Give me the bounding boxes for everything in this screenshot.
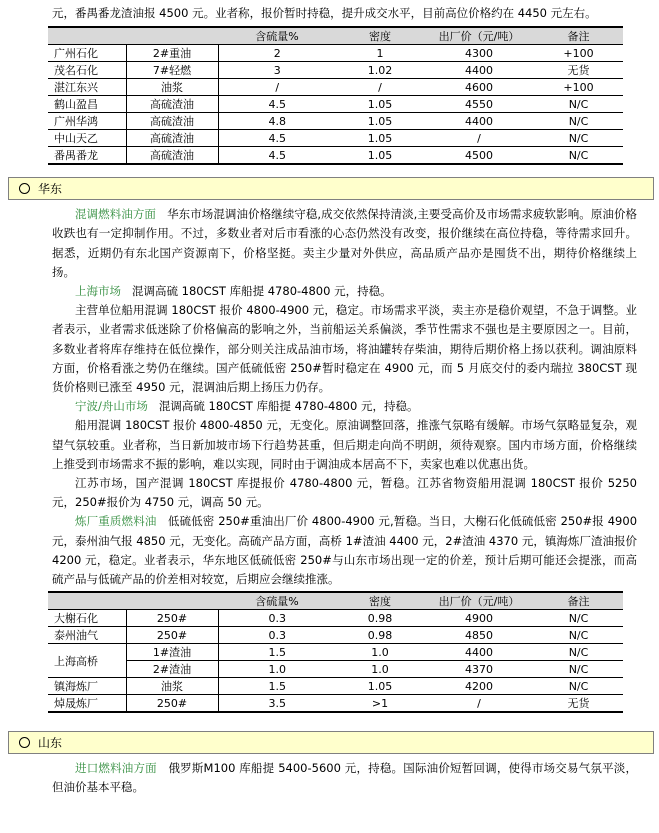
table-cell: N/C (534, 147, 623, 165)
refinery-label: 炼厂重质燃料油 (75, 514, 157, 529)
east-blended-paragraph (52, 205, 637, 282)
table-cell: 1#渣油 (126, 644, 218, 661)
header-cell: 密度 (336, 27, 424, 45)
table-cell: 0.3 (218, 627, 336, 644)
table-cell: 4850 (424, 627, 534, 644)
table-cell: N/C (534, 678, 623, 695)
company-name-cell: 泰州油气 (48, 627, 126, 644)
header-cell: 备注 (534, 27, 623, 45)
table-cell: 4370 (424, 661, 534, 678)
table-row (48, 130, 623, 147)
table-row (48, 644, 623, 661)
table-cell: / (336, 79, 424, 96)
ningbo-market-paragraph (52, 416, 637, 474)
company-name-cell: 番禺番龙 (48, 147, 126, 165)
table-cell: 4.5 (218, 147, 336, 165)
shandong-import-paragraph (52, 759, 637, 797)
table-cell: N/C (534, 644, 623, 661)
table-cell: 1.05 (336, 147, 424, 165)
table-cell: N/C (534, 661, 623, 678)
refinery-paragraph (52, 512, 637, 589)
table-cell: / (424, 130, 534, 147)
table-cell: 1.05 (336, 96, 424, 113)
jiangsu-market-paragraph (52, 474, 637, 512)
table-cell: 4400 (424, 644, 534, 661)
table-cell: 高硫渣油 (126, 130, 218, 147)
table-cell: 4.5 (218, 130, 336, 147)
company-name-cell: 上海高桥 (48, 644, 126, 678)
company-name-cell: 镇海炼厂 (48, 678, 126, 695)
blended-fuel-label: 混调燃料油方面 (75, 207, 156, 222)
header-cell: 出厂价（元/吨） (424, 27, 534, 45)
table-cell: +100 (534, 79, 623, 96)
refinery-text: 低硫低密 250#重油出厂价 4800-4900 元,暂稳。当日，大榭石化低硫低密 250#报 4900 元，泰州油气报 4850 元，无变化。高硫产品方面，高桥 1#渣油 4400 元，2#渣油 4370 元，镇海炼厂渣油报价 4200 元，稳定。业者表示，华东地区低硫低密 250#与山东市场出现一定的价差，预计后期可能还会提涨，而高硫产品与低硫产品的价差相对较宽，后期应会继续推涨。 (52, 514, 638, 587)
table-cell: 4900 (424, 610, 534, 627)
section-header-shandong (8, 731, 654, 754)
table-cell: 4300 (424, 45, 534, 62)
jiangsu-paragraph-text: 江苏市场，国产混调 180CST 库提报价 4780-4800 元，暂稳。江苏省物资船用混调 180CST 报价 5250 元，250#报价为 4750 元，调高 50 元。 (52, 476, 637, 510)
table-cell: 0.98 (336, 610, 424, 627)
table-cell: 无货 (534, 62, 623, 79)
company-name-cell: 湛江东兴 (48, 79, 126, 96)
table-cell: 高硫渣油 (126, 147, 218, 165)
header-cell (48, 592, 126, 610)
table-row (48, 610, 623, 627)
header-cell (126, 592, 218, 610)
ningbo-market-line (52, 397, 637, 416)
table-cell: 4550 (424, 96, 534, 113)
east-refinery-price-table (48, 591, 623, 713)
table-cell: 1.5 (218, 678, 336, 695)
table-cell: 高硫渣油 (126, 113, 218, 130)
guangdong-price-table (48, 26, 623, 165)
company-name-cell: 茂名石化 (48, 62, 126, 79)
section-header-east (8, 177, 654, 200)
table-cell: 1.05 (336, 113, 424, 130)
table-cell: 250# (126, 627, 218, 644)
circle-bullet-icon (19, 737, 30, 748)
table-cell: 4400 (424, 113, 534, 130)
table-row (48, 62, 623, 79)
table-cell: 1.5 (218, 644, 336, 661)
table-cell: 1.0 (336, 661, 424, 678)
table-cell: 4200 (424, 678, 534, 695)
table-row (48, 695, 623, 713)
company-name-cell: 焯晟炼厂 (48, 695, 126, 713)
company-name-cell: 广州华鸿 (48, 113, 126, 130)
table-cell: 油浆 (126, 678, 218, 695)
table-row (48, 79, 623, 96)
table-cell: / (218, 79, 336, 96)
import-fuel-label: 进口燃料油方面 (75, 761, 157, 776)
table-row (48, 147, 623, 165)
table-cell: 4400 (424, 62, 534, 79)
table-cell: 0.98 (336, 627, 424, 644)
header-cell: 含硫量% (218, 592, 336, 610)
table-header-row (48, 27, 623, 45)
table-cell: >1 (336, 695, 424, 713)
ningbo-market-label: 宁波/舟山市场 (75, 399, 148, 414)
company-name-cell: 广州石化 (48, 45, 126, 62)
shanghai-market-line (52, 282, 637, 301)
shanghai-market-paragraph (52, 301, 637, 397)
table-row (48, 678, 623, 695)
blended-fuel-text: 华东市场混调油价格继续守稳,成交依然保持清淡,主要受高价及市场需求疲软影响。原油价格收跌也有一定抑制作用。不过，多数业者对后市看涨的心态仍然没有改变，报价继续在高位持稳，等待需求回升。据悉，近期仍有东北国产资源南下，价格坚挺。卖主少量对外供应，高品质产品亦是囤货不出，期待价格继续上扬。 (52, 207, 638, 279)
table-cell: 1.0 (218, 661, 336, 678)
header-cell: 出厂价（元/吨） (424, 592, 534, 610)
company-name-cell: 鹤山盈昌 (48, 96, 126, 113)
table-cell: 3.5 (218, 695, 336, 713)
header-cell: 含硫量% (218, 27, 336, 45)
table-cell: +100 (534, 45, 623, 62)
company-name-cell: 中山天乙 (48, 130, 126, 147)
table-cell: 2#渣油 (126, 661, 218, 678)
table-cell: 3 (218, 62, 336, 79)
table-cell: 4600 (424, 79, 534, 96)
table-row (48, 661, 623, 678)
table-cell: 1.02 (336, 62, 424, 79)
section-title: 华东 (38, 182, 63, 197)
shanghai-market-text: 混调高硫 180CST 库船提 4780-4800 元，持稳。 (131, 284, 392, 299)
circle-bullet-icon (19, 183, 30, 194)
table-cell: 油浆 (126, 79, 218, 96)
table-cell: 1 (336, 45, 424, 62)
import-fuel-text: 俄罗斯M100 库船提 5400-5600 元，持稳。国际油价短暂回调，使得市场交易气氛平淡，但油价基本平稳。 (52, 761, 637, 795)
table-cell: N/C (534, 113, 623, 130)
table-cell: 1.0 (336, 644, 424, 661)
table-row (48, 113, 623, 130)
table-cell: N/C (534, 610, 623, 627)
table-row (48, 627, 623, 644)
table-cell: N/C (534, 627, 623, 644)
shanghai-paragraph-text: 主营单位船用混调 180CST 报价 4800-4900 元，稳定。市场需求平淡，卖主亦是稳价观望，不急于调整。业者表示，业者需求低迷除了价格偏高的影响之外，当前船运关系偏淡，季节性需求不强也是主要原因之一。目前，多数业者将库存维持在低位操作，部分则关注成品油市场，将油罐转存柴油，期待后期价格上扬以获利。调油原料方面，价格看涨之势仍在继续。国产低硫低密 250#暂时稳定在 4900 元，而 5 月底交付的委内瑞拉 380CST 现货价格则已涨至 4950 元，混调油后期上扬压力仍存。 (52, 303, 637, 395)
table-cell: / (424, 695, 534, 713)
table-row (48, 96, 623, 113)
table-cell: 4500 (424, 147, 534, 165)
table-cell: 0.3 (218, 610, 336, 627)
table-cell: 4.5 (218, 96, 336, 113)
header-cell: 密度 (336, 592, 424, 610)
table-cell: 2 (218, 45, 336, 62)
table-cell: 250# (126, 695, 218, 713)
table-cell: 4.8 (218, 113, 336, 130)
table-cell: 1.05 (336, 130, 424, 147)
table-cell: 2#重油 (126, 45, 218, 62)
table-cell: N/C (534, 130, 623, 147)
table-cell: N/C (534, 96, 623, 113)
table-cell: 7#轻燃 (126, 62, 218, 79)
ningbo-market-text: 混调高硫 180CST 库船提 4780-4800 元，持稳。 (158, 399, 419, 414)
intro-line (52, 4, 637, 23)
table-cell: 高硫渣油 (126, 96, 218, 113)
table-cell: 250# (126, 610, 218, 627)
company-name-cell: 大榭石化 (48, 610, 126, 627)
header-cell (48, 27, 126, 45)
section-title: 山东 (38, 736, 63, 751)
header-cell: 备注 (534, 592, 623, 610)
shanghai-market-label: 上海市场 (75, 284, 121, 299)
table-cell: 1.05 (336, 678, 424, 695)
table-cell: 无货 (534, 695, 623, 713)
header-cell (126, 27, 218, 45)
table-row (48, 45, 623, 62)
table-header-row (48, 592, 623, 610)
ningbo-paragraph-text: 船用混调 180CST 报价 4800-4850 元，无变化。原油调整回落，推涨气氛略有缓解。市场气氛略显复杂，观望气氛较重。业者称，当日新加坡市场下行趋势甚重，但后期走向尚不明朗，须待观察。国内市场方面，价格继续上推受到市场需求不振的影响，难以实现，同时由于调油成本居高不下，卖家也难以优惠出货。 (52, 418, 637, 471)
intro-text: 元，番禺番龙渣油报 4500 元。业者称，报价暂时持稳，提升成交水平，目前高位价格约在 4450 元左右。 (52, 6, 597, 20)
